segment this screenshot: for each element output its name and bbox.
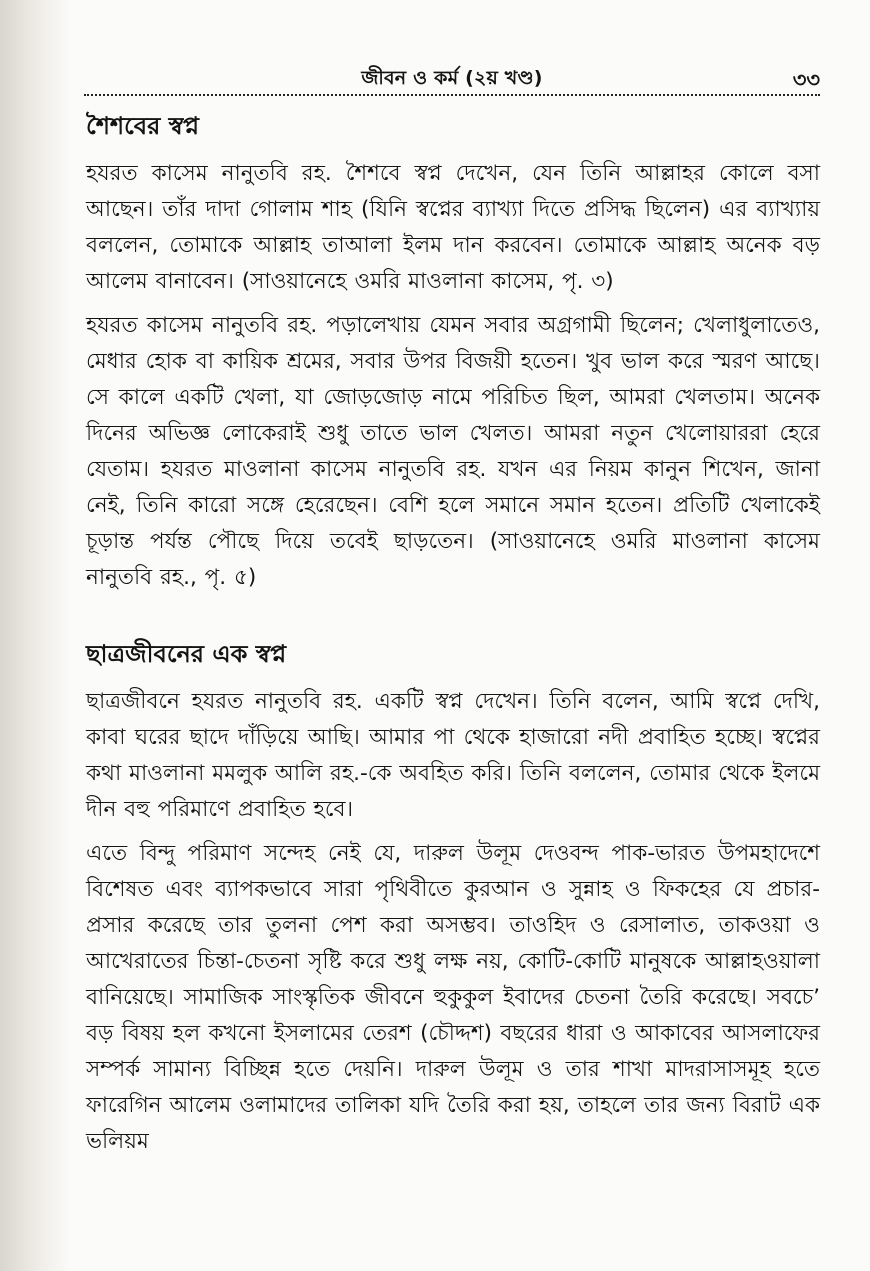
page-body [86, 106, 820, 1168]
paragraph: হযরত কাসেম নানুতবি রহ. পড়ালেখায় যেমন সবার অগ্রগামী ছিলেন; খেলাধুলাতেও, মেধার হোক বা কায়িক শ্রমের, সবার উপর বিজয়ী হতেন। খুব ভাল করে স্মরণ আছে। সে কালে একটি খেলা, যা জোড়জোড় নামে পরিচিত ছিল, আমরা খেলতাম। অনেক দিনের অভিজ্ঞ লোকেরাই শুধু তাতে ভাল খেলত। আমরা নতুন খেলোয়াররা হেরে যেতাম। হযরত মাওলানা কাসেম নানুতবি রহ. যখন এর নিয়ম কানুন শিখেন, জানা নেই, তিনি কারো সঙ্গে হেরেছেন। বেশি হলে সমানে সমান হতেন। প্রতিটি খেলাকেই চূড়ান্ত পর্যন্ত পৌছে দিয়ে তবেই ছাড়তেন। (সাওয়ানেহে ওমরি মাওলানা কাসেম নানুতবি রহ., পৃ. ৫) [86, 313, 820, 590]
section-gap [86, 604, 820, 634]
page-spine-shadow [0, 0, 70, 1271]
section-heading-student-life-dream: ছাত্রজীবনের এক স্বপ্ন [86, 640, 287, 668]
running-header-title: জীবন ও কর্ম (২য় খণ্ড) [361, 67, 543, 89]
paragraph: এতে বিন্দু পরিমাণ সন্দেহ নেই যে, দারুল উলূম দেওবন্দ পাক-ভারত উপমহাদেশে বিশেষত এবং ব্যাপকভাবে সারা পৃথিবীতে কুরআন ও সুন্নাহ ও ফিকহের যে প্রচার-প্রসার করেছে তার তুলনা পেশ করা অসম্ভব। তাওহিদ ও রেসালাত, তাকওয়া ও আখেরাতের চিন্তা-চেতনা সৃষ্টি করে শুধু লক্ষ নয়, কোটি-কোটি মানুষকে আল্লাহওয়ালা বানিয়েছে। সামাজিক সাংস্কৃতিক জীবনে হুকুকুল ইবাদের চেতনা তৈরি করেছে। সবচে’ বড় বিষয় হল কখনো ইসলামের তেরশ (চৌদ্দশ) বছরের ধারা ও আকাবের আসলাফের সম্পর্ক সামান্য বিচ্ছিন্ন হতে দেয়নি। দারুল উলূম ও তার শাখা মাদরাসাসমূহ হতে ফারেগিন আলেম ওলামাদের তালিকা যদি তৈরি করা হয়, তাহলে তার জন্য বিরাট এক ভলিয়ম [86, 841, 820, 1154]
paragraph: হযরত কাসেম নানুতবি রহ. শৈশবে স্বপ্ন দেখেন, যেন তিনি আল্লাহর কোলে বসা আছেন। তাঁর দাদা গোলাম শাহ (যিনি স্বপ্নের ব্যাখ্যা দিতে প্রসিদ্ধ ছিলেন) এর ব্যাখ্যায় বললেন, তোমাকে আল্লাহ তাআলা ইলম দান করবেন। তোমাকে আল্লাহ অনেক বড় আলেম বানাবেন। (সাওয়ানেহে ওমরি মাওলানা কাসেম, পৃ. ৩) [86, 161, 820, 294]
page-number: ৩৩ [792, 68, 820, 92]
running-header [84, 60, 820, 96]
section-heading-childhood-dream: শৈশবের স্বপ্ন [86, 112, 200, 140]
paragraph: ছাত্রজীবনে হযরত নানুতবি রহ. একটি স্বপ্ন দেখেন। তিনি বলেন, আমি স্বপ্নে দেখি, কাবা ঘরের ছাদে দাঁড়িয়ে আছি। আমার পা থেকে হাজারো নদী প্রবাহিত হচ্ছে। স্বপ্নের কথা মাওলানা মমলুক আলি রহ.-কে অবহিত করি। তিনি বললেন, তোমার থেকে ইলমে দীন বহু পরিমাণে প্রবাহিত হবে। [86, 689, 821, 822]
